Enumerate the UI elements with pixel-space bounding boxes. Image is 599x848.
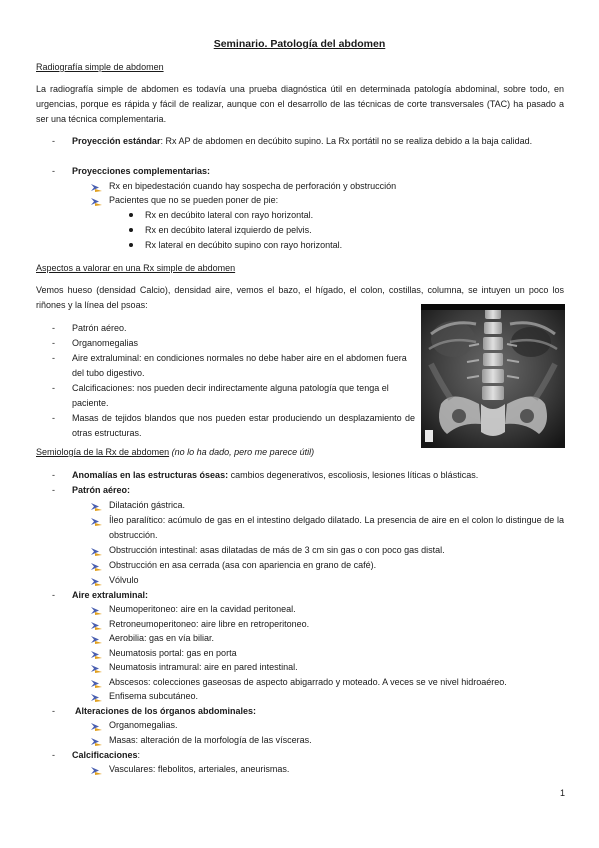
sub-item: Rx en decúbito lateral con rayo horizontal. [145, 210, 314, 220]
dash-bullet: - [52, 338, 55, 348]
comp-item: Pacientes que no se pueden poner de pie: [109, 195, 279, 205]
arrow-bullet-icon [91, 502, 102, 511]
page-number: 1 [559, 788, 565, 798]
dash-bullet: - [52, 413, 55, 423]
dot-bullet-icon [129, 213, 133, 217]
aspecto-item: Calcificaciones: nos pueden decir indirectamente alguna patología que tenga el paciente. [72, 383, 389, 408]
dash-bullet: - [52, 485, 55, 495]
arrow-bullet-icon [91, 562, 102, 571]
anomalias-item [72, 468, 478, 483]
arrow-bullet-icon [91, 766, 102, 775]
calcificaciones-row [72, 748, 140, 763]
dash-bullet: - [52, 706, 55, 716]
aire-item: Neumatosis intramural: aire en pared intestinal. [109, 662, 298, 672]
arrow-bullet-icon [91, 693, 102, 702]
section-heading-note: (no lo ha dado, pero me parece útil) [169, 447, 315, 457]
aire-item: Neumatosis portal: gas en porta [109, 648, 237, 658]
dash-bullet: - [52, 136, 55, 146]
page-title: Seminario. Patología del abdomen [213, 38, 386, 50]
patron-item: Vólvulo [109, 575, 139, 585]
xray-illustration [421, 304, 565, 448]
arrow-bullet-icon [91, 547, 102, 556]
dot-bullet-icon [129, 228, 133, 232]
calcificaciones-label: Calcificaciones [72, 750, 138, 760]
dash-bullet: - [52, 323, 55, 333]
aspecto-item: Aire extraluminal: en condiciones normales no debe haber aire en el abdomen fuera del tubo digestivo. [72, 353, 407, 378]
alteraciones-item: Organomegalias. [109, 720, 178, 730]
aire-item: Abscesos: colecciones gaseosas de aspecto abigarrado y moteado. A veces se ve nivel hidroaéreo. [109, 677, 507, 687]
section2-intro: Vemos hueso (densidad Calcio), densidad aire, vemos el bazo, el hígado, el colon, costillas, columna, se intuyen un poco los riñones y la línea del psoas: [36, 285, 564, 310]
arrow-bullet-icon [91, 679, 102, 688]
aspecto-item: Organomegalias [72, 338, 139, 348]
dash-bullet: - [52, 590, 55, 600]
aire-item: Retroneumoperitoneo: aire libre en retroperitoneo. [109, 619, 310, 629]
arrow-bullet-icon [91, 517, 102, 526]
dash-bullet: - [52, 750, 55, 760]
arrow-bullet-icon [91, 577, 102, 586]
section1-intro: La radiografía simple de abdomen es todavía una prueba diagnóstica útil en determinada patología abdominal, sobre todo, en urgencias, porque es rápida y fácil de realizar, aunque con el desarrollo de las técnicas de corte transversales (TAC) ha pasado a ser una técnica complementaria. [36, 84, 564, 124]
abdominal-xray-image [421, 304, 565, 448]
arrow-bullet-icon [91, 650, 102, 659]
anomalias-text: cambios degenerativos, escoliosis, lesiones líticas o blásticas. [228, 470, 479, 480]
dot-bullet-icon [129, 243, 133, 247]
arrow-bullet-icon [91, 635, 102, 644]
dash-bullet: - [52, 470, 55, 480]
dash-bullet: - [52, 353, 55, 363]
arrow-bullet-icon [91, 664, 102, 673]
proyecciones-complementarias-label: Proyecciones complementarias: [72, 166, 211, 176]
dash-bullet: - [52, 166, 55, 176]
arrow-bullet-icon [91, 737, 102, 746]
aire-extraluminal-label: Aire extraluminal: [72, 590, 149, 600]
sub-item: Rx lateral en decúbito supino con rayo horizontal. [145, 240, 343, 250]
aire-item: Neumoperitoneo: aire en la cavidad peritoneal. [109, 604, 296, 614]
section-heading-semiologia-row [36, 445, 314, 460]
comp-item: Rx en bipedestación cuando hay sospecha de perforación y obstrucción [109, 181, 397, 191]
arrow-bullet-icon [91, 621, 102, 630]
proyeccion-estandar-text: : Rx AP de abdomen en decúbito supino. La Rx portátil no se realiza debido a la baja calidad. [160, 136, 533, 146]
section-heading-semiologia: Semiología de la Rx de abdomen [36, 447, 170, 457]
section-heading-aspectos: Aspectos a valorar en una Rx simple de abdomen [36, 263, 236, 273]
anomalias-label: Anomalías en las estructuras óseas: [72, 470, 229, 480]
patron-item: Dilatación gástrica. [109, 500, 186, 510]
patron-item: Obstrucción intestinal: asas dilatadas de más de 3 cm sin gas o con poco gas distal. [109, 545, 445, 555]
patron-item: Íleo paralítico: acúmulo de gas en el intestino delgado dilatado. La presencia de aire en el colon lo distingue de la obstrucción. [109, 515, 564, 540]
calcificaciones-colon: : [137, 750, 141, 760]
patron-aereo-label: Patrón aéreo: [72, 485, 131, 495]
section-heading-radiografia: Radiografía simple de abdomen [36, 62, 164, 72]
arrow-bullet-icon [91, 606, 102, 615]
proyeccion-estandar-item [72, 134, 564, 149]
aire-item: Aerobilia: gas en vía biliar. [109, 633, 215, 643]
sub-item: Rx en decúbito lateral izquierdo de pelvis. [145, 225, 312, 235]
dash-bullet: - [52, 383, 55, 393]
alteraciones-item: Masas: alteración de la morfología de las vísceras. [109, 735, 312, 745]
calcificaciones-item: Vasculares: flebolitos, arteriales, aneurismas. [109, 764, 290, 774]
aspecto-item: Masas de tejidos blandos que nos pueden estar produciendo un desplazamiento de otras estructuras. [72, 413, 415, 438]
alteraciones-label: Alteraciones de los órganos abdominales: [75, 706, 257, 716]
aspecto-item: Patrón aéreo. [72, 323, 127, 333]
proyeccion-estandar-label: Proyección estándar [72, 136, 161, 146]
patron-item: Obstrucción en asa cerrada (asa con apariencia en grano de café). [109, 560, 377, 570]
arrow-bullet-icon [91, 183, 102, 192]
aire-item: Enfisema subcutáneo. [109, 691, 199, 701]
arrow-bullet-icon [91, 722, 102, 731]
arrow-bullet-icon [91, 197, 102, 206]
